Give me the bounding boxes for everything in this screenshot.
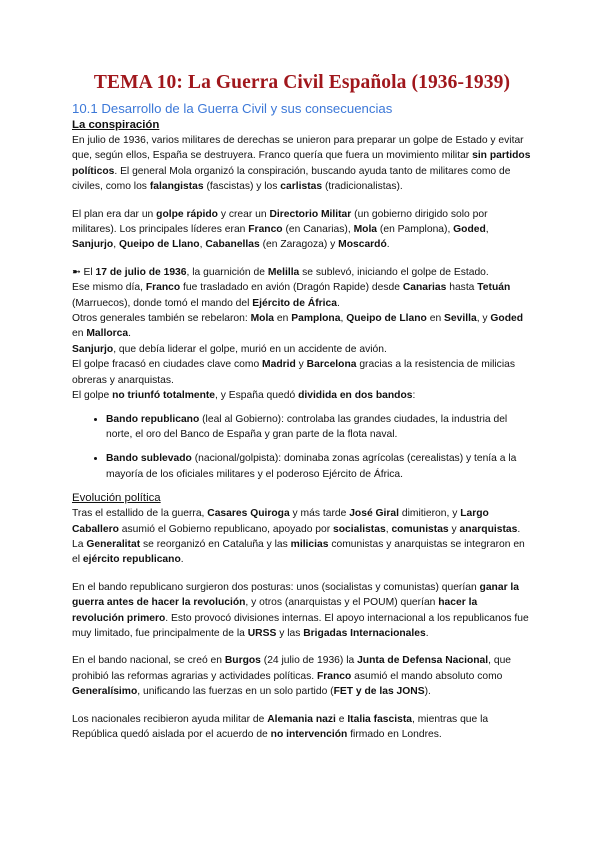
text-run: se reorganizó en Cataluña y las xyxy=(140,538,291,550)
text-run: y las xyxy=(276,627,304,639)
text-run: , mientras que la República quedó aislada por el acuerdo de xyxy=(72,713,489,740)
text-run: . El general Mola organizó la conspiración, buscando ayuda tanto de militares como de civiles, como los xyxy=(72,165,511,193)
text-run: . La xyxy=(72,523,521,550)
bold-text: FET y de las JONS xyxy=(333,686,425,698)
list-item-bando-republicano xyxy=(106,412,532,443)
paragraph-ayuda-internacional xyxy=(72,712,532,743)
subheading-evolucion-politica: Evolución política xyxy=(72,492,161,505)
text-run: dimitieron, y xyxy=(399,508,461,520)
text-run: En el bando nacional, se creó en xyxy=(72,655,225,667)
text-run: , xyxy=(340,313,347,325)
bold-text: Brigadas Internacionales xyxy=(303,627,426,639)
bold-text: Bando sublevado xyxy=(106,453,192,465)
text-run: El golpe xyxy=(72,390,113,402)
bold-text: no triunfó totalmente xyxy=(112,390,216,402)
bold-text: Melilla xyxy=(267,266,300,278)
text-run: . Esto provocó divisiones internas. El apoyo internacional a los republicanos fue muy limitado, fue principalmente de la xyxy=(72,612,529,639)
text-run: e xyxy=(335,713,348,725)
paragraph-sanjurjo xyxy=(72,342,532,357)
bold-text: Franco xyxy=(316,670,352,682)
text-run: . xyxy=(425,627,429,639)
text-run: , xyxy=(199,239,206,251)
text-run: , xyxy=(485,224,489,236)
bold-text: URSS xyxy=(247,627,277,639)
text-run: , que prohibió las reformas agrarias y actividades políticas. xyxy=(72,655,512,682)
text-run: , unificando las fuerzas en un solo partido ( xyxy=(137,686,334,698)
bold-text: comunistas xyxy=(391,523,449,535)
bold-text: Tetuán xyxy=(477,282,511,294)
bold-text: Junta de Defensa Nacional xyxy=(357,655,489,667)
text-run: . xyxy=(180,554,184,566)
paragraph-otros-generales xyxy=(72,311,532,342)
text-run: (tradicionalistas). xyxy=(322,181,403,193)
bold-text: Largo Caballero xyxy=(72,508,489,535)
text-run: ). xyxy=(424,686,431,698)
text-run: . xyxy=(128,328,131,340)
paragraph-gobierno-republicano xyxy=(72,506,532,568)
bold-text: Madrid xyxy=(262,359,296,371)
text-run: fue trasladado en avión (Dragón Rapide) desde xyxy=(180,282,403,294)
document-title: TEMA 10: La Guerra Civil Española (1936-1939) xyxy=(93,72,511,93)
text-run: El plan era dar un xyxy=(72,208,157,220)
text-run: (en Canarias), xyxy=(282,224,354,236)
bold-text: Queipo de Llano xyxy=(118,239,200,251)
paragraph-golpe-inicio xyxy=(72,265,532,280)
text-run: . xyxy=(337,297,340,309)
bold-text: Canarias xyxy=(402,282,447,294)
paragraph-bando-nacional xyxy=(72,653,532,699)
bold-text: ejército republicano xyxy=(82,554,181,566)
text-run: , y xyxy=(476,313,491,325)
paragraph-fracaso-ciudades xyxy=(72,357,532,388)
text-run: en xyxy=(274,313,292,325)
text-run: (Marruecos), donde tomó el mando del xyxy=(72,297,253,309)
bold-text: Barcelona xyxy=(306,359,357,371)
text-run: firmado en Londres. xyxy=(347,729,442,740)
bold-text: Goded xyxy=(453,224,486,236)
bandos-list xyxy=(72,412,532,483)
bold-text: Italia fascista xyxy=(347,713,412,725)
text-run: El golpe fracasó en ciudades clave como xyxy=(72,359,263,371)
list-item-bando-sublevado xyxy=(106,451,532,482)
text-run: En julio de 1936, varios militares de derechas se unieron para preparar un golpe de Estado y evitar que, según ellos, España se destruyera. Franco quería que fuera un movimiento militar xyxy=(72,135,524,162)
text-run: : xyxy=(412,390,416,402)
text-run: (leal al Gobierno): controlaba las grandes ciudades, la industria del norte, el oro del Banco de España y gran parte de la flota naval. xyxy=(106,413,508,440)
bold-text: Mola xyxy=(353,224,378,236)
bold-text: dividida en dos bandos xyxy=(298,390,413,402)
text-run: Los nacionales recibieron ayuda militar de xyxy=(72,713,268,725)
bold-text: Cabanellas xyxy=(205,239,260,251)
text-run: , xyxy=(113,239,119,251)
text-run: hasta xyxy=(446,282,478,294)
bold-text: socialistas xyxy=(333,523,386,535)
bold-text: Generalísimo xyxy=(72,686,138,698)
document-page xyxy=(72,72,532,742)
text-run: gracias a la resistencia de milicias obreras y anarquistas. xyxy=(72,359,515,386)
text-run: (un gobierno dirigido solo por militares). Los principales líderes eran xyxy=(72,208,488,236)
text-run: , que debía liderar el golpe, murió en un accidente de avión. xyxy=(113,343,387,355)
bold-text: milicias xyxy=(290,538,329,550)
paragraph-franco-traslado xyxy=(72,280,532,311)
text-run: comunistas y anarquistas se integraron en el xyxy=(72,538,525,566)
bold-text: Pamplona xyxy=(291,313,341,325)
bold-text: 17 de julio de 1936 xyxy=(95,266,187,278)
bold-text: Franco xyxy=(248,224,283,236)
bold-text: sin partidos políticos xyxy=(72,150,531,177)
text-run: y xyxy=(295,359,307,371)
bold-text: Mola xyxy=(250,313,275,325)
bold-text: José Giral xyxy=(349,508,399,520)
bold-text: golpe rápido xyxy=(156,208,218,220)
text-run: y más tarde xyxy=(289,508,350,520)
text-run: se sublevó, iniciando el golpe de Estado. xyxy=(299,266,489,278)
bold-text: Mallorca xyxy=(86,328,129,340)
text-run: asumió el mando absoluto como xyxy=(351,670,503,682)
text-run: (24 julio de 1936) la xyxy=(260,655,358,667)
text-run: , y otros (anarquistas y el POUM) querían xyxy=(245,597,439,609)
text-run: Ese mismo día, xyxy=(72,282,146,294)
subheading-conspiracion: La conspiración xyxy=(72,119,160,131)
bold-text: falangistas xyxy=(149,181,204,193)
text-run: ➼ El xyxy=(72,266,96,278)
text-run: y xyxy=(448,523,460,535)
text-run: Otros generales también se rebelaron: xyxy=(72,313,251,325)
bold-text: Sevilla xyxy=(444,313,477,325)
bold-text: Moscardó xyxy=(338,239,387,251)
text-run: , xyxy=(385,523,392,535)
bold-text: Casares Quiroga xyxy=(207,508,290,520)
bold-text: Queipo de Llano xyxy=(346,313,427,325)
bold-text: carlistas xyxy=(280,181,323,193)
bold-text: hacer la revolución primero xyxy=(72,597,478,624)
bold-text: Bando republicano xyxy=(106,413,200,425)
bold-text: Alemania nazi xyxy=(267,713,336,725)
section-heading: 10.1 Desarrollo de la Guerra Civil y sus consecuencias xyxy=(72,101,393,116)
bold-text: anarquistas xyxy=(459,523,518,535)
paragraph-dos-bandos xyxy=(72,388,532,403)
bold-text: Ejército de África xyxy=(252,297,337,309)
text-run: (nacional/golpista): dominaba zonas agrícolas (cerealistas) y tenía a la mayoría de los oficiales militares y el poderoso Ejército de África. xyxy=(106,453,517,480)
bold-text: Franco xyxy=(145,282,181,294)
text-run: asumió el Gobierno republicano, apoyado por xyxy=(118,523,334,535)
text-run: en xyxy=(426,313,445,325)
bold-text: no intervención xyxy=(270,729,348,740)
text-run: en xyxy=(72,328,87,340)
text-run: . xyxy=(386,239,390,251)
bold-text: Goded xyxy=(490,313,524,325)
text-run: , y España quedó xyxy=(215,390,299,402)
paragraph-conspiracion-2 xyxy=(72,207,532,253)
bold-text: ganar la guerra antes de hacer la revolución xyxy=(72,581,520,609)
paragraph-posturas-republicanas xyxy=(72,580,532,642)
text-run: Tras el estallido de la guerra, xyxy=(72,508,208,520)
bold-text: Directorio Militar xyxy=(269,208,352,220)
paragraph-conspiracion-1 xyxy=(72,133,532,195)
text-run: En el bando republicano surgieron dos posturas: unos (socialistas y comunistas) querían xyxy=(72,581,480,593)
bold-text: Sanjurjo xyxy=(72,239,114,251)
bold-text: Generalitat xyxy=(86,538,141,550)
text-run: , la guarnición de xyxy=(186,266,268,278)
bold-text: Sanjurjo xyxy=(72,343,114,355)
text-run: (en Zaragoza) y xyxy=(259,239,339,251)
text-run: (fascistas) y los xyxy=(203,181,281,193)
text-run: (en Pamplona), xyxy=(377,224,454,236)
text-run: y crear un xyxy=(217,208,270,220)
bold-text: Burgos xyxy=(224,655,261,667)
